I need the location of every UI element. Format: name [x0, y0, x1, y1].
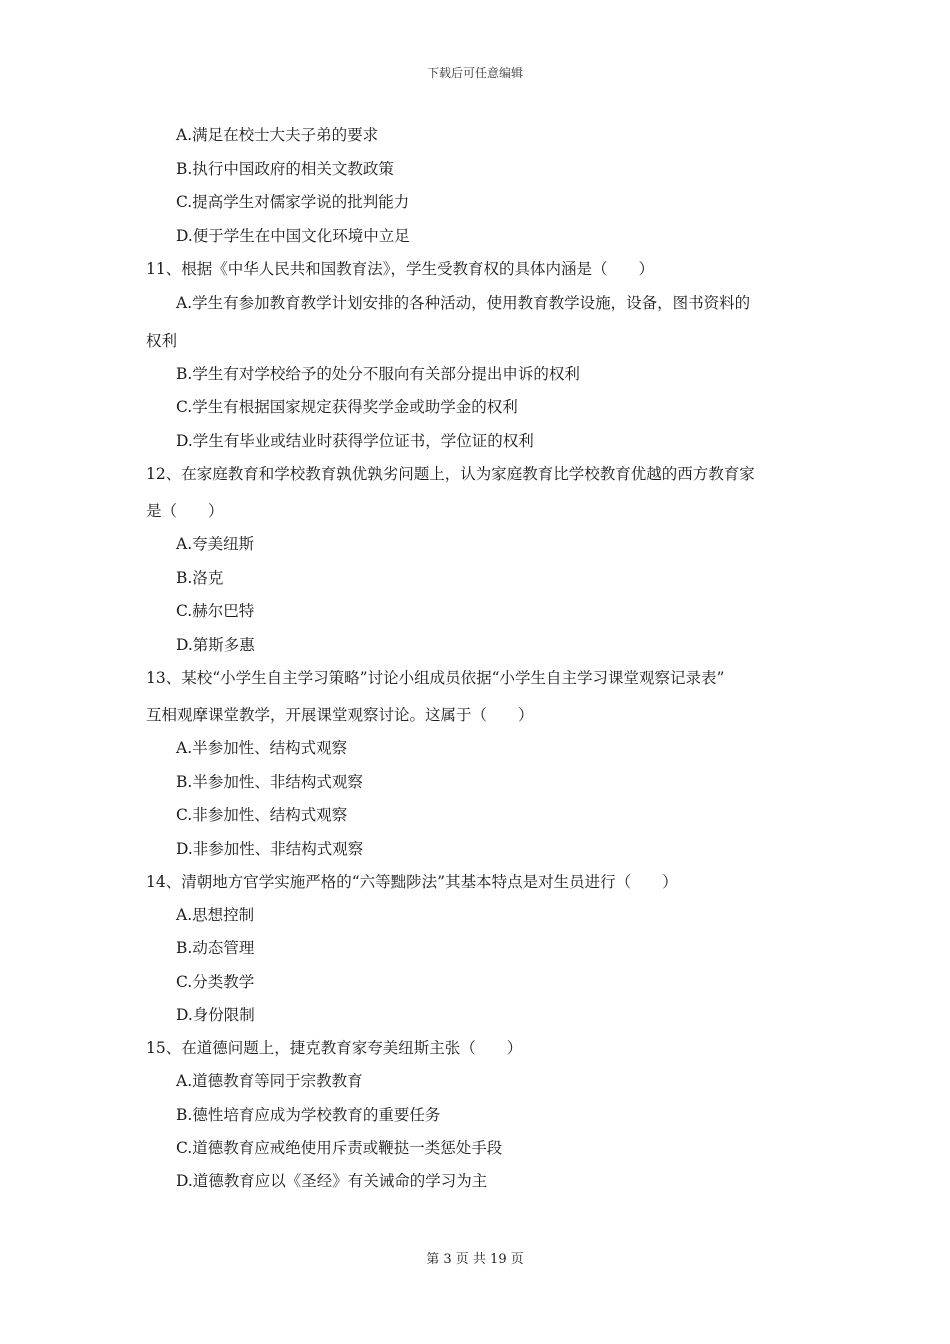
option-line: B.洛克 [176, 569, 224, 587]
option-line: A.夸美纽斯 [176, 535, 255, 553]
option-line: C.分类教学 [176, 973, 255, 991]
option-line: B.德性培育应成为学校教育的重要任务 [176, 1106, 441, 1124]
option-line: C.非参加性、结构式观察 [176, 806, 348, 824]
option-line: C.赫尔巴特 [176, 602, 255, 620]
option-line: A.道德教育等同于宗教教育 [176, 1072, 363, 1090]
continuation-line: 是（ ） [146, 502, 224, 520]
option-line: B.半参加性、非结构式观察 [176, 773, 363, 791]
option-line: A.半参加性、结构式观察 [176, 739, 348, 757]
question-line: 12、在家庭教育和学校教育孰优孰劣问题上，认为家庭教育比学校教育优越的西方教育家 [146, 465, 755, 483]
continuation-line: 互相观摩课堂教学，开展课堂观察讨论。这属于（ ） [146, 706, 534, 724]
option-line: A.学生有参加教育教学计划安排的各种活动，使用教育教学设施，设备，图书资料的 [176, 294, 751, 312]
option-line: D.道德教育应以《圣经》有关诫命的学习为主 [176, 1172, 488, 1190]
option-line: D.学生有毕业或结业时获得学位证书，学位证的权利 [176, 432, 534, 450]
option-line: A.满足在校士大夫子弟的要求 [176, 126, 379, 144]
page-header: 下载后可任意编辑 [426, 66, 523, 80]
question-line: 11、根据《中华人民共和国教育法》，学生受教育权的具体内涵是（ ） [146, 260, 654, 278]
question-line: 13、某校“小学生自主学习策略”讨论小组成员依据“小学生自主学习课堂观察记录表” [146, 669, 725, 687]
option-line: C.提高学生对儒家学说的批判能力 [176, 193, 410, 211]
option-line: D.便于学生在中国文化环境中立足 [176, 227, 410, 245]
question-line: 15、在道德问题上，捷克教育家夸美纽斯主张（ ） [146, 1039, 523, 1057]
option-line: C.学生有根据国家规定获得奖学金或助学金的权利 [176, 398, 518, 416]
option-line: B.动态管理 [176, 939, 255, 957]
option-line: A.思想控制 [176, 906, 255, 924]
question-line: 14、清朝地方官学实施严格的“六等黜陟法”其基本特点是对生员进行（ ） [146, 873, 678, 891]
option-line: B.执行中国政府的相关文教政策 [176, 160, 394, 178]
option-line: D.身份限制 [176, 1006, 255, 1024]
option-line: D.非参加性、非结构式观察 [176, 840, 364, 858]
option-line: C.道德教育应戒绝使用斥责或鞭挞一类惩处手段 [176, 1139, 503, 1157]
continuation-line: 权利 [146, 332, 178, 350]
option-line: B.学生有对学校给予的处分不服向有关部分提出申诉的权利 [176, 365, 580, 383]
option-line: D.第斯多惠 [176, 636, 255, 654]
page-footer: 第 3 页 共 19 页 [426, 1252, 524, 1267]
